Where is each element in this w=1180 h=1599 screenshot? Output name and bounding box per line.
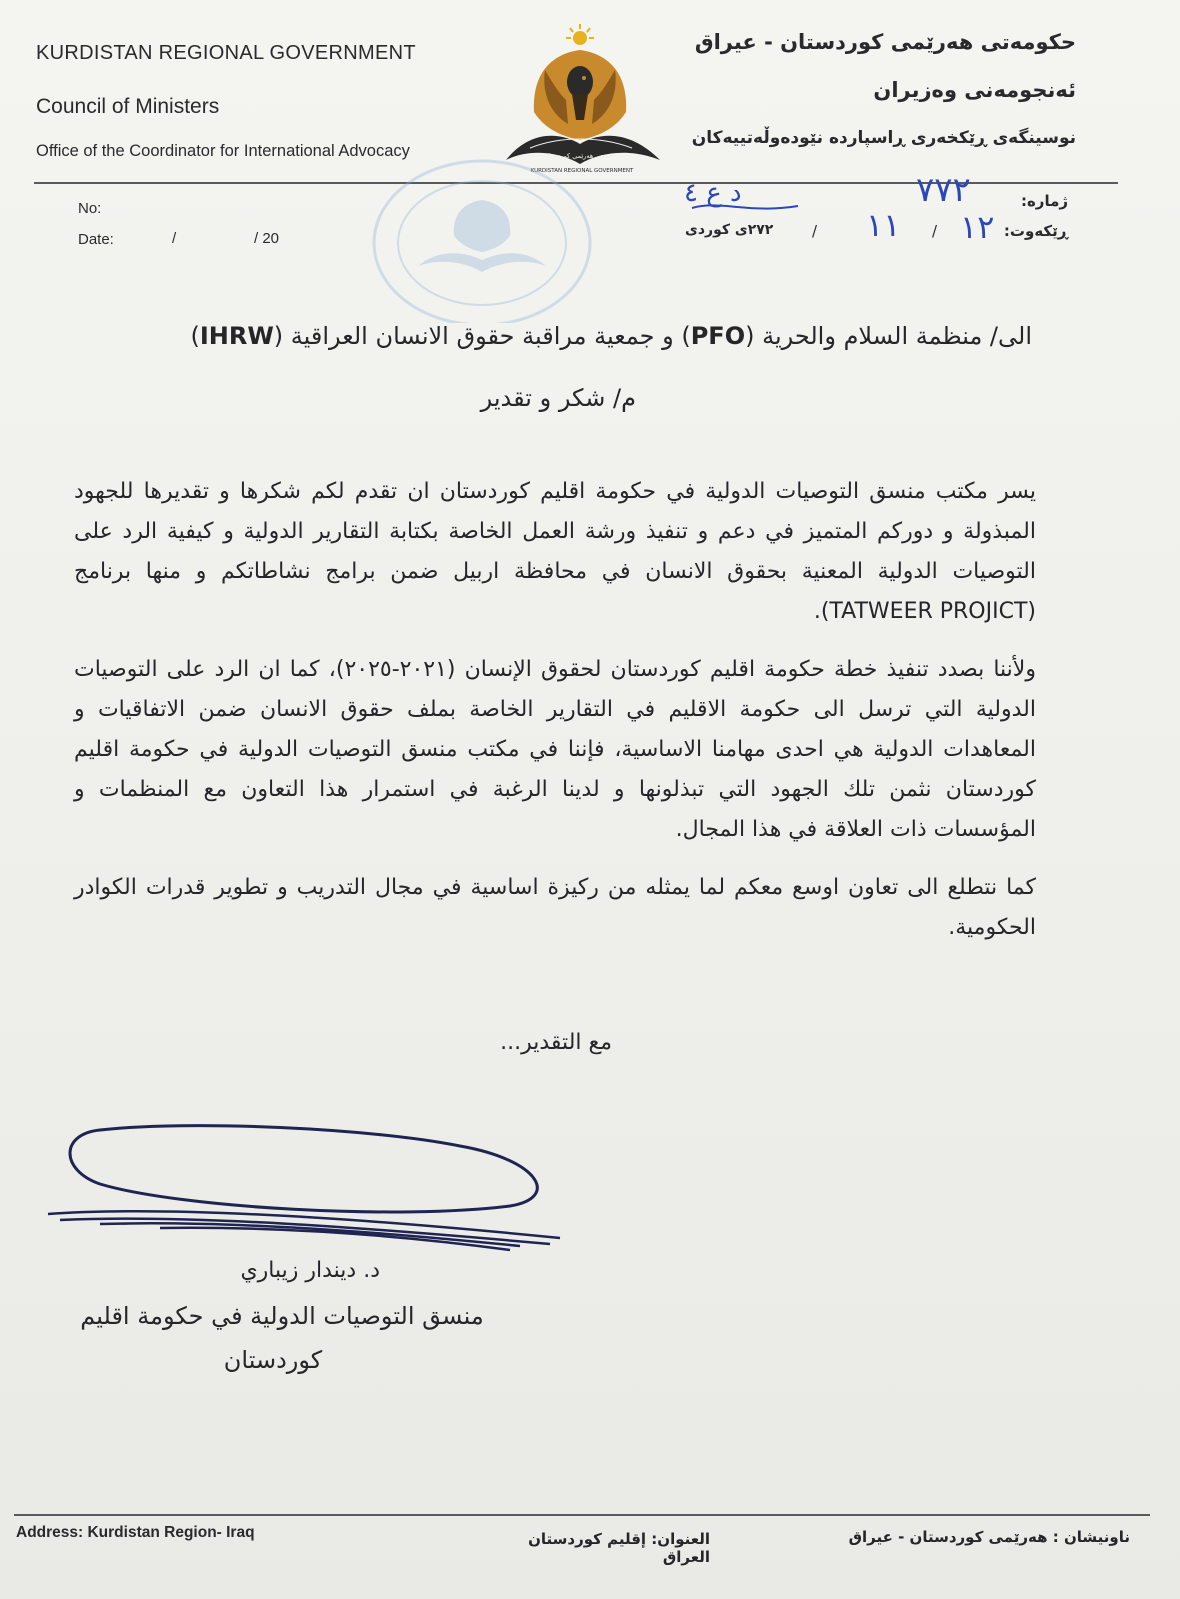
handwritten-number: ٧٧٢ — [916, 170, 971, 210]
subject-line: م/ شكر و تقدير — [480, 384, 636, 412]
handwritten-signature — [40, 1110, 580, 1260]
footer-address-arabic: العنوان: إقليم كوردستان العراق — [528, 1530, 710, 1566]
eagle-icon — [534, 50, 626, 140]
closing-line: مع التقدير... — [500, 1030, 612, 1055]
date-year: / 20 — [254, 230, 280, 247]
svg-text:حكومەتی هەرێمی كوردستان: حكومەتی هەرێمی كوردستان — [543, 152, 621, 160]
signer-title-line-2: كوردستان — [223, 1346, 323, 1374]
recipient-pfo: PFO — [690, 322, 746, 350]
kurdish-date-label: ڕێکەوت: — [1003, 222, 1068, 240]
signer-title-line-1: منسق التوصيات الدولية في حكومة اقليم — [80, 1302, 484, 1330]
date-label: Date: — [78, 231, 114, 248]
footer-address-kurdish: ناونیشان : هەرێمی کوردستان - عیراق — [848, 1528, 1130, 1546]
body-paragraph-2: ولأننا بصدد تنفيذ خطة حكومة اقليم كوردستان لحقوق الإنسان (٢٠٢١-٢٠٢٥)، كما ان الرد على التوصيات الدولية التي ترسل الى حكومة الاقليم في التقارير الخاصة بملف حقوق الانسان ضمن الاتفاقيات و المعاهدات الدولية هي احدى مهامنا الاساسية، فإننا في مكتب منسق التوصيات الدولية في حكومة اقليم كوردستان نثمن تلك الجهود التي تبذلونها و لدينا الرغبة في استمرار هذا التعاون مع المنظمات و المؤسسات ذات العلاقة في هذا المجال. — [74, 657, 1036, 842]
body-paragraph-1: يسر مكتب منسق التوصيات الدولية في حكومة اقليم كوردستان ان تقدم لكم شكرها و تقديرها للجهود المبذولة و دوركم المتميز في دعم و تنفيذ ورشة العمل الخاصة بكتابة التقارير الدولية و كيفية الرد على التوصيات الدولية المعنية بحقوق الانسان في محافظة اربيل ضمن برامج نشاطاتكم و منها برنامج (TATWEER PROJICT). — [74, 479, 1036, 624]
footer-divider — [14, 1514, 1150, 1516]
footer-address-english: Address: Kurdistan Region- Iraq — [16, 1524, 255, 1541]
sun-icon — [566, 24, 594, 45]
header-kurdish-government: حکومەتی هەرێمی کوردستان - عیراق — [694, 30, 1076, 54]
header-english-council: Council of Ministers — [36, 95, 220, 118]
kurdish-no-label: ژمارە: — [1020, 192, 1068, 210]
date-separator: / — [172, 230, 177, 247]
kurdish-date-separator-2: / — [812, 222, 818, 240]
office-stamp — [370, 148, 595, 323]
header-english-office: Office of the Coordinator for International Advocacy — [36, 142, 410, 160]
handwritten-reference: د ع ٤ — [684, 178, 742, 208]
letter-body — [74, 472, 1036, 966]
header-kurdish-council: ئەنجومەنی وەزیران — [873, 78, 1076, 102]
handwritten-day: ١٢ — [960, 208, 995, 246]
no-label: No: — [78, 200, 102, 217]
recipient-middle: ) و جمعية مراقبة حقوق الانسان العراقية ( — [273, 322, 691, 350]
kurdish-year: ٢٧٢ی كوردی — [685, 222, 774, 238]
recipient-end: ) — [190, 322, 200, 350]
handwritten-month: ١١ — [866, 206, 901, 244]
handwritten-underline — [690, 196, 800, 216]
kurdish-date-separator-1: / — [932, 222, 938, 240]
header-english-government: KURDISTAN REGIONAL GOVERNMENT — [36, 42, 416, 64]
header-kurdish-office: نوسینگەی ڕێکخەری ڕاسپاردە نێودەوڵەتییەکان — [691, 128, 1076, 148]
signer-name: د. ديندار زيباري — [240, 1258, 380, 1283]
svg-text:KURDISTAN REGIONAL GOVERNMENT: KURDISTAN REGIONAL GOVERNMENT — [530, 168, 634, 174]
recipient-ihrw: IHRW — [199, 322, 274, 350]
recipient-line — [96, 316, 1032, 356]
recipient-prefix: الى/ منظمة السلام والحرية ( — [745, 322, 1032, 350]
body-paragraph-3: كما نتطلع الى تعاون اوسع معكم لما يمثله من ركيزة اساسية في مجال التدريب و تطوير قدرات الكوادر الحكومية. — [74, 875, 1036, 940]
